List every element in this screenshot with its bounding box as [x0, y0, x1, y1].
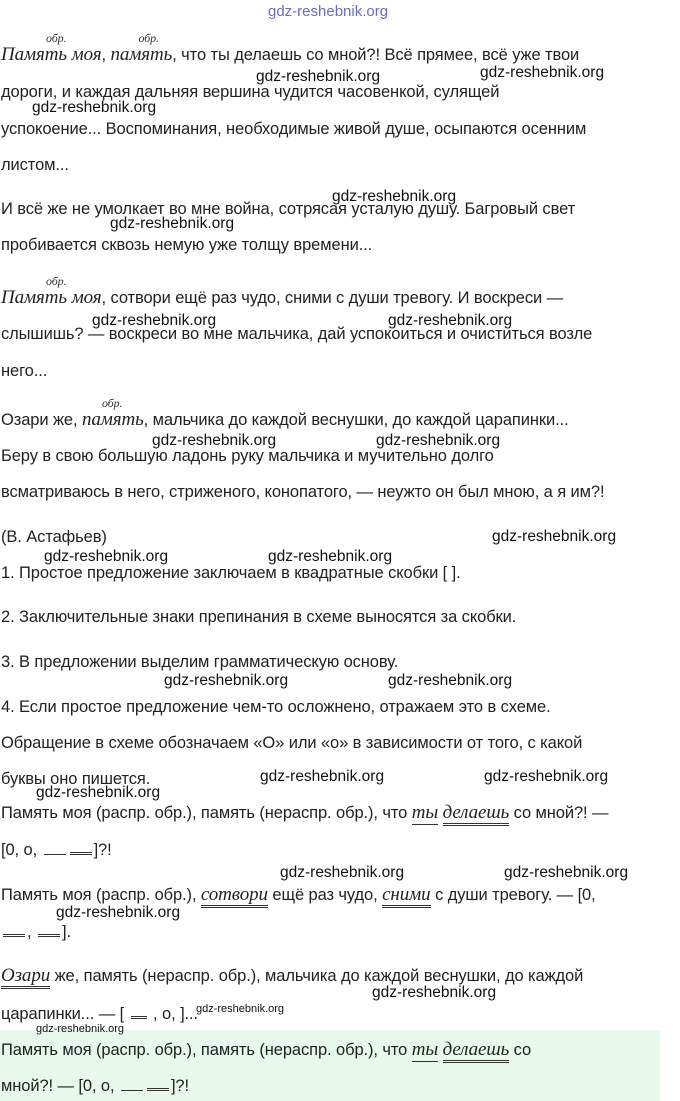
analysis-3-scheme: царапинки... — [ , о, ]...: [1, 1005, 199, 1023]
analysis-4-line-2: мной?! — [0, о, ]?!: [1, 1077, 189, 1095]
rule-6: буквы оно пишется.: [1, 770, 151, 788]
text-line-7: обр. Память моя, сотвори ещё раз чудо, сними с души тревогу. И воскреси —: [1, 288, 563, 308]
watermark: gdz-reshebnik.org: [164, 672, 289, 689]
text-line-3: успокоение... Воспоминания, необходимые живой душе, осыпаются осенним: [1, 120, 587, 138]
text-line-11: Беру в свою большую ладонь руку мальчика и мучительно долго: [1, 447, 494, 465]
watermark: gdz-reshebnik.org: [376, 432, 501, 449]
watermark: gdz-reshebnik.org: [332, 188, 457, 205]
analysis-2-scheme: , ].: [1, 922, 71, 942]
text-line-10: Озари же, обр. память, мальчика до каждой веснушки, до каждой царапинки...: [1, 410, 569, 430]
analysis-4-line-1: Память моя (распр. обр.), память (нераспр. обр.), что ты делаешь со: [1, 1040, 531, 1060]
analysis-3-line-1: Озари же, память (нераспр. обр.), мальчика до каждой веснушки, до каждой: [1, 966, 583, 986]
analysis-1-scheme: [0, о, ]?!: [1, 841, 112, 859]
watermark: gdz-reshebnik.org: [492, 528, 617, 545]
text-line-12: всматриваюсь в него, стриженого, конопатого, — неужто он был мною, а я им?!: [1, 483, 605, 501]
predicate: делаешь: [443, 1039, 510, 1063]
address-pamyat: обр. память: [82, 410, 144, 430]
predicate: делаешь: [443, 802, 510, 826]
rule-3: 3. В предложении выделим грамматическую основу.: [1, 653, 399, 671]
abbr-label: обр.: [46, 274, 67, 288]
watermark: gdz-reshebnik.org: [256, 68, 381, 85]
scheme-subject-line: [121, 1089, 143, 1091]
watermark: gdz-reshebnik.org: [110, 215, 235, 232]
address-pamyat-moya: обр. Память моя: [1, 288, 102, 308]
watermark: gdz-reshebnik.org: [152, 432, 277, 449]
rule-1: 1. Простое предложение заключаем в квадратные скобки [ ].: [1, 564, 461, 582]
abbr-label: обр.: [101, 396, 123, 410]
scheme-predicate-line: [131, 1015, 147, 1019]
subject: ты: [411, 1039, 439, 1060]
rule-5: Обращение в схеме обозначаем «О» или «о» в зависимости от того, с какой: [1, 734, 583, 752]
predicate: сними: [382, 884, 431, 908]
text-line-4: листом...: [1, 156, 69, 174]
watermark: gdz-reshebnik.org: [388, 672, 513, 689]
text-line-1: обр. Память моя, обр. память, что ты делаешь со мной?! Всё прямее, всё уже твои: [1, 45, 579, 65]
address-pamyat-moya: обр. Память моя: [1, 45, 102, 65]
watermark: gdz-reshebnik.org: [484, 768, 609, 785]
predicate: Озари: [1, 965, 50, 989]
abbr-label: обр.: [138, 31, 159, 45]
scheme-predicate-line: [147, 1087, 169, 1091]
watermark: gdz-reshebnik.org: [280, 864, 405, 881]
text-line-2: дороги, и каждая дальняя вершина чудится часовенкой, сулящей: [1, 83, 500, 101]
text-line-9: него...: [1, 362, 48, 380]
watermark: gdz-reshebnik.org: [388, 312, 513, 329]
text-line-5: И всё же не умолкает во мне война, сотрясая усталую душу. Багровый свет: [1, 200, 576, 218]
watermark: gdz-reshebnik.org: [372, 984, 497, 1001]
analysis-2-line-1: Память моя (распр. обр.), сотвори ещё раз чудо, сними с души тревогу. — [0,: [1, 885, 596, 905]
watermark: gdz-reshebnik.org: [44, 548, 169, 565]
scheme-predicate-line: [3, 933, 25, 937]
author: (В. Астафьев): [1, 528, 107, 546]
watermark: gdz-reshebnik.org: [260, 768, 385, 785]
watermark: gdz-reshebnik.org: [36, 784, 161, 801]
rule-2: 2. Заключительные знаки препинания в схеме выносятся за скобки.: [1, 608, 517, 626]
watermark: gdz-reshebnik.org: [56, 904, 181, 921]
rule-4: 4. Если простое предложение чем-то осложнено, отражаем это в схеме.: [1, 698, 551, 716]
scheme-subject-line: [44, 853, 66, 855]
watermark-top: gdz-reshebnik.org: [268, 3, 389, 20]
abbr-label: обр.: [46, 31, 67, 45]
address-pamyat: обр. память: [110, 45, 172, 65]
scheme-predicate-line: [38, 933, 60, 937]
watermark: gdz-reshebnik.org: [480, 64, 605, 81]
watermark: gdz-reshebnik.org: [504, 864, 629, 881]
subject: ты: [411, 802, 439, 823]
scheme-predicate-line: [70, 851, 92, 855]
watermark: gdz-reshebnik.org: [92, 312, 217, 329]
predicate: сотвори: [201, 884, 268, 908]
analysis-1-line-1: Память моя (распр. обр.), память (нераспр. обр.), что ты делаешь со мной?! —: [1, 803, 608, 823]
text-line-6: пробивается сквозь немую уже толщу времени...: [1, 236, 373, 254]
watermark: gdz-reshebnik.org: [196, 1003, 285, 1015]
watermark: gdz-reshebnik.org: [36, 1023, 125, 1035]
watermark: gdz-reshebnik.org: [268, 548, 393, 565]
watermark: gdz-reshebnik.org: [32, 99, 157, 116]
text-line-8: слышишь? — воскреси во мне мальчика, дай успокоиться и очиститься возле: [1, 325, 593, 343]
